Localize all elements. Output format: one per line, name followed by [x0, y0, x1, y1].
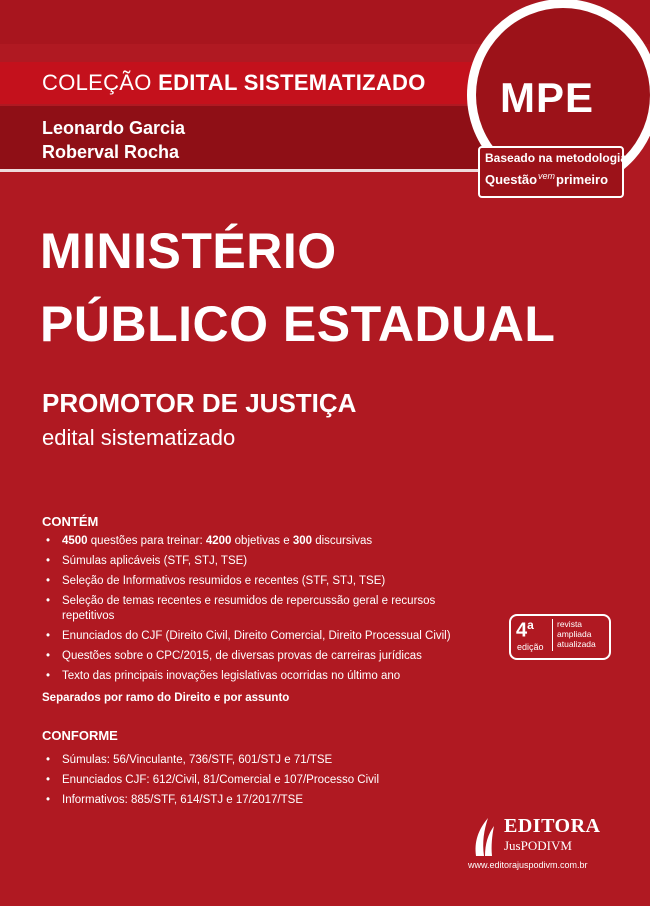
list-item: • Súmulas aplicáveis (STF, STJ, TSE): [42, 554, 482, 569]
series-prefix: COLEÇÃO: [42, 70, 152, 95]
publisher-imprint: JusPODIVM: [504, 838, 572, 853]
list-text: objetivas e: [231, 535, 293, 547]
edition-tag: ampliada: [557, 629, 592, 639]
methodology-word: Questão: [485, 172, 538, 187]
list-item: • Enunciados do CJF (Direito Civil, Direito Comercial, Direito Processual Civil): [42, 629, 482, 644]
edition-divider: [552, 619, 553, 651]
contents-list: [42, 534, 482, 689]
list-item: • Questões sobre o CPC/2015, de diversas provas de carreiras jurídicas: [42, 649, 482, 664]
contents-heading: CONTÉM: [42, 514, 99, 529]
methodology-line2: [485, 172, 608, 187]
contents-footer: Separados por ramo do Direito e por assunto: [42, 692, 290, 704]
badge-label: MPE: [500, 74, 595, 121]
author-name: Leonardo Garcia: [42, 118, 186, 138]
methodology-line1: Baseado na metodologia: [485, 151, 628, 165]
publisher-url: www.editorajuspodivm.com.br: [468, 860, 588, 870]
edition-tag: atualizada: [557, 639, 596, 649]
list-item: • Enunciados CJF: 612/Civil, 81/Comercial e 107/Processo Civil: [42, 773, 482, 788]
conforme-list: [42, 753, 482, 813]
edition-word: edição: [517, 642, 544, 652]
list-text: questões para treinar:: [87, 535, 206, 547]
list-text: discursivas: [312, 535, 373, 547]
author-name: Roberval Rocha: [42, 142, 180, 162]
list-item: • Texto das principais inovações legislativas ocorridas no último ano: [42, 669, 482, 684]
publisher-name: EDITORA: [504, 815, 601, 837]
book-title-line1: MINISTÉRIO: [40, 223, 337, 279]
series-name: EDITAL SISTEMATIZADO: [158, 70, 426, 95]
list-item: • Súmulas: 56/Vinculante, 736/STF, 601/STJ e 71/TSE: [42, 753, 482, 768]
list-item: • Seleção de Informativos resumidos e recentes (STF, STJ, TSE): [42, 574, 482, 589]
methodology-word: primeiro: [556, 172, 609, 187]
edition-number: [516, 618, 534, 643]
list-item: [42, 534, 482, 549]
list-item: • Informativos: 885/STF, 614/STJ e 17/2017/TSE: [42, 793, 482, 808]
count: 300: [292, 535, 313, 547]
book-subtitle: PROMOTOR DE JUSTIÇA: [42, 388, 357, 418]
edition-digit: 4: [516, 619, 528, 642]
book-subtitle2: edital sistematizado: [42, 425, 236, 450]
book-title-line2: PÚBLICO ESTADUAL: [40, 296, 556, 352]
count: 4500: [62, 535, 88, 547]
publisher-logo-icon: [470, 812, 498, 860]
conforme-heading: CONFORME: [42, 728, 118, 743]
edition-tags: [557, 619, 596, 649]
edition-tag: revista: [557, 619, 583, 629]
edition-ordinal: a: [527, 618, 534, 632]
series-title: [42, 70, 426, 96]
count: 4200: [205, 535, 232, 547]
list-item: • Seleção de temas recentes e resumidos de repercussão geral e recursos repetitivos: [42, 594, 452, 624]
methodology-small-word: vem: [538, 171, 556, 181]
